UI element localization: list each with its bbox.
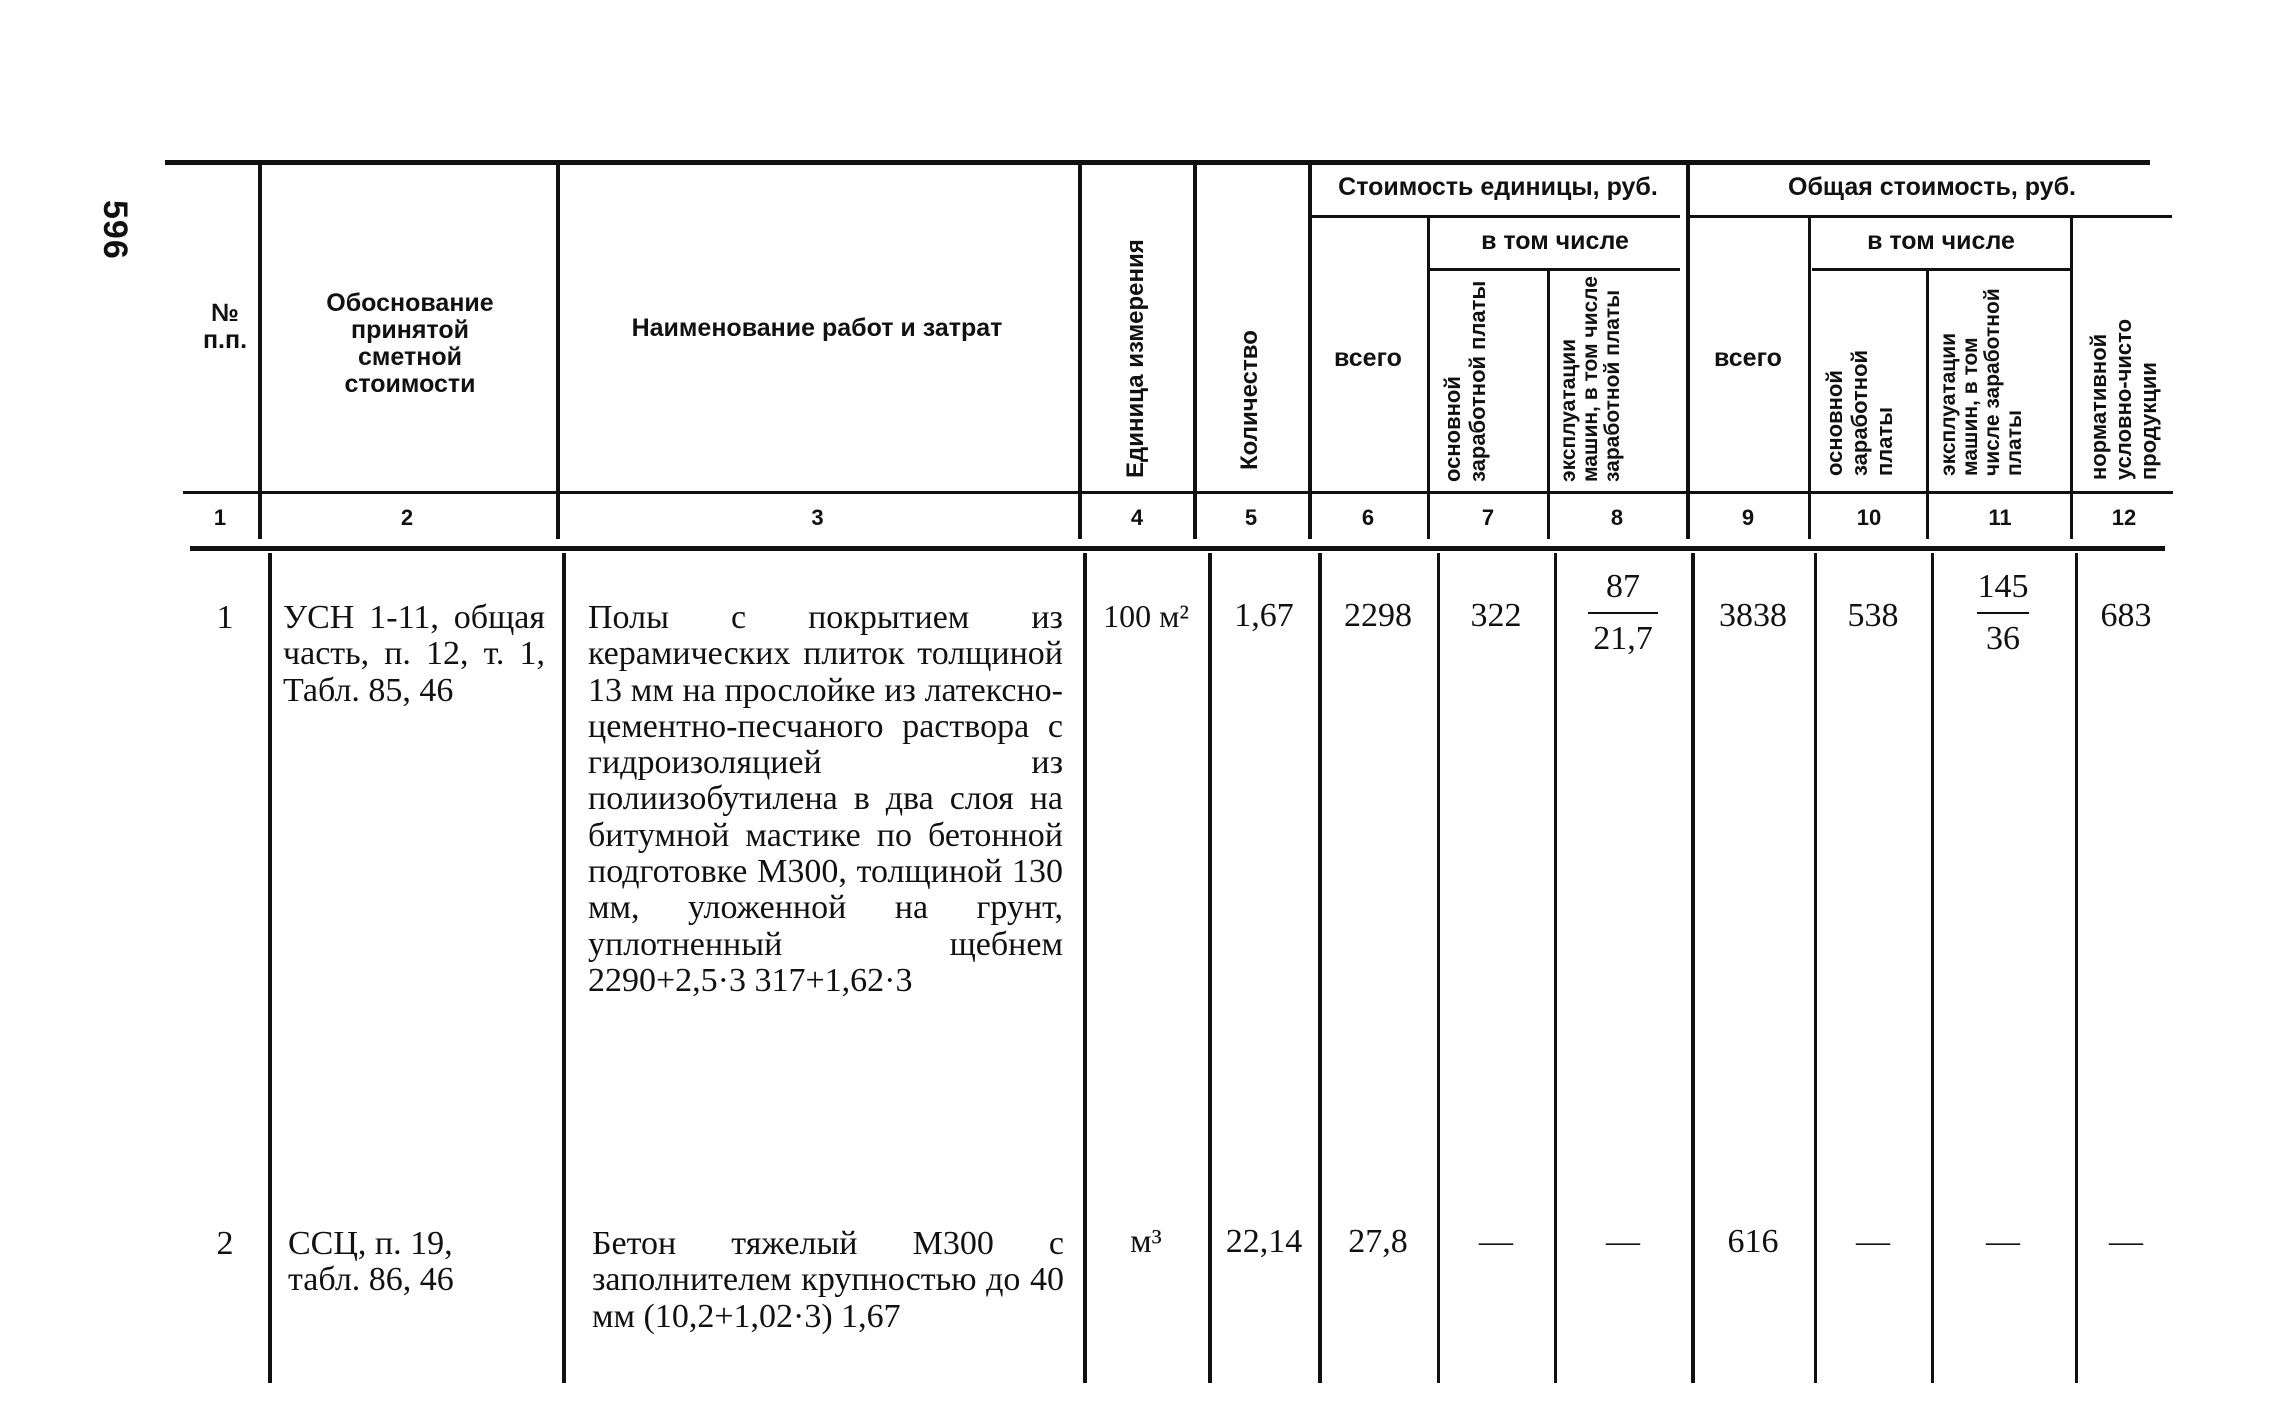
header-row-number: № п.п. <box>202 299 248 354</box>
body-divider-11 <box>2075 553 2078 1383</box>
column-number: 6 <box>1361 505 1375 530</box>
row-quantity: 1,67 <box>1234 597 1294 634</box>
row-unit <box>1086 598 1206 634</box>
row-total-wages: 538 <box>1847 597 1899 634</box>
header-divider-4 <box>1193 165 1197 539</box>
column-numbers-bottom-rule <box>190 546 2165 551</box>
row-work-name: Бетон тяжелый М300 с заполнителем крупностью до 40 мм (10,2+1,02·3) 1,67 <box>592 1225 1064 1335</box>
row-quantity: 22,14 <box>1225 1223 1303 1260</box>
row-basis: ССЦ, п. 19, табл. 86, 46 <box>288 1225 454 1299</box>
fraction-bar <box>1588 612 1658 614</box>
row-total-machine: — <box>1986 1223 2020 1260</box>
row-unit-machine: — <box>1606 1223 1640 1260</box>
fraction-denominator: 36 <box>1986 620 2020 657</box>
column-number: 9 <box>1741 505 1755 530</box>
row-basis: УСН 1-11, общая часть, п. 12, т. 1, Табл. 85, 46 <box>283 599 545 709</box>
row-unit-wages: — <box>1479 1223 1513 1260</box>
header-total-total: всего <box>1714 344 1782 372</box>
row-number: 1 <box>216 599 234 636</box>
column-number: 3 <box>811 505 824 530</box>
header-divider-1 <box>258 165 262 539</box>
body-divider-9 <box>1814 553 1817 1383</box>
header-divider-3 <box>1078 165 1082 539</box>
total-including-rule <box>1812 268 2070 271</box>
unit-including-rule <box>1427 268 1680 271</box>
column-number: 12 <box>2111 505 2137 530</box>
page-number <box>95 200 134 260</box>
page-number-text: 596 <box>96 200 134 260</box>
row-total: 3838 <box>1719 597 1787 634</box>
column-number: 1 <box>213 505 227 530</box>
header-divider-10 <box>1926 271 1929 539</box>
fraction-bar <box>1977 612 2029 614</box>
fraction-numerator: 145 <box>1977 568 2029 605</box>
unit-cost-group-rule <box>1308 215 1680 218</box>
row-unit: м³ <box>1130 1223 1162 1260</box>
column-number: 5 <box>1244 505 1258 530</box>
row-number: 2 <box>216 1225 234 1262</box>
body-divider-7 <box>1554 553 1557 1383</box>
body-divider-10 <box>1931 553 1934 1383</box>
fraction-numerator: 87 <box>1606 568 1640 605</box>
row-total-wages: — <box>1856 1223 1890 1260</box>
row-unit-machine <box>1558 568 1688 658</box>
row-unit-total: 27,8 <box>1348 1223 1408 1260</box>
column-number: 4 <box>1130 505 1144 530</box>
body-divider-2 <box>562 553 566 1383</box>
column-number: 8 <box>1610 505 1624 530</box>
header-divider-6 <box>1427 218 1430 539</box>
header-divider-2 <box>556 165 560 539</box>
header-total-machine: эксплуатации машин, в том числе заработной платы <box>1937 288 2026 476</box>
header-quantity: Количество <box>1236 330 1263 470</box>
header-total-wages: основной заработной платы <box>1822 349 1897 476</box>
header-bottom-rule <box>183 491 2173 494</box>
header-unit-total: всего <box>1334 344 1402 372</box>
header-divider-11 <box>2070 218 2073 539</box>
header-total-including: в том числе <box>1867 227 2015 255</box>
column-number: 11 <box>1988 505 2012 530</box>
header-unit: Единица измерения <box>1122 239 1149 478</box>
column-number: 7 <box>1481 505 1495 530</box>
header-divider-9 <box>1808 218 1811 539</box>
row-normative: — <box>2109 1223 2143 1260</box>
row-unit-wages: 322 <box>1470 597 1522 634</box>
row-work-name: Полы с покрытием из керамических плиток толщиной 13 мм на прослойке из латексно-цементно-песчаного раствора с гидроизоляцией из полиизобутилена в два слоя на битумной мастике по бетонной подготовке М300, толщиной 130 мм, уложенной на грунт, уплотненный щебнем 2290+2,5·3 317+1,62·3 <box>588 599 1063 999</box>
row-unit-total: 2298 <box>1344 597 1412 634</box>
header-total-cost-group: Общая стоимость, руб. <box>1788 173 2076 201</box>
header-work-name: Наименование работ и затрат <box>631 314 1003 342</box>
fraction-denominator: 21,7 <box>1593 620 1653 657</box>
header-divider-7 <box>1547 271 1550 539</box>
header-unit-cost-group: Стоимость единицы, руб. <box>1338 173 1658 201</box>
table-top-rule <box>165 160 2150 165</box>
total-cost-group-rule <box>1688 215 2172 218</box>
column-number: 10 <box>1856 505 1882 530</box>
row-unit-text: 100 м² <box>1103 598 1189 634</box>
row-total-machine <box>1935 568 2071 658</box>
column-number: 2 <box>400 505 414 530</box>
row-total: 616 <box>1727 1223 1779 1260</box>
header-normative: нормативной условно-чисто продукции <box>2086 318 2161 480</box>
header-unit-including: в том числе <box>1481 227 1629 255</box>
body-divider-1 <box>268 553 272 1383</box>
header-unit-machine: эксплуатации машин, в том числе заработной платы <box>1557 276 1624 482</box>
header-basis: Обоснование принятой сметной стоимости <box>326 289 494 398</box>
row-normative: 683 <box>2100 597 2152 634</box>
header-unit-wages: основной заработной платы <box>1440 280 1490 482</box>
